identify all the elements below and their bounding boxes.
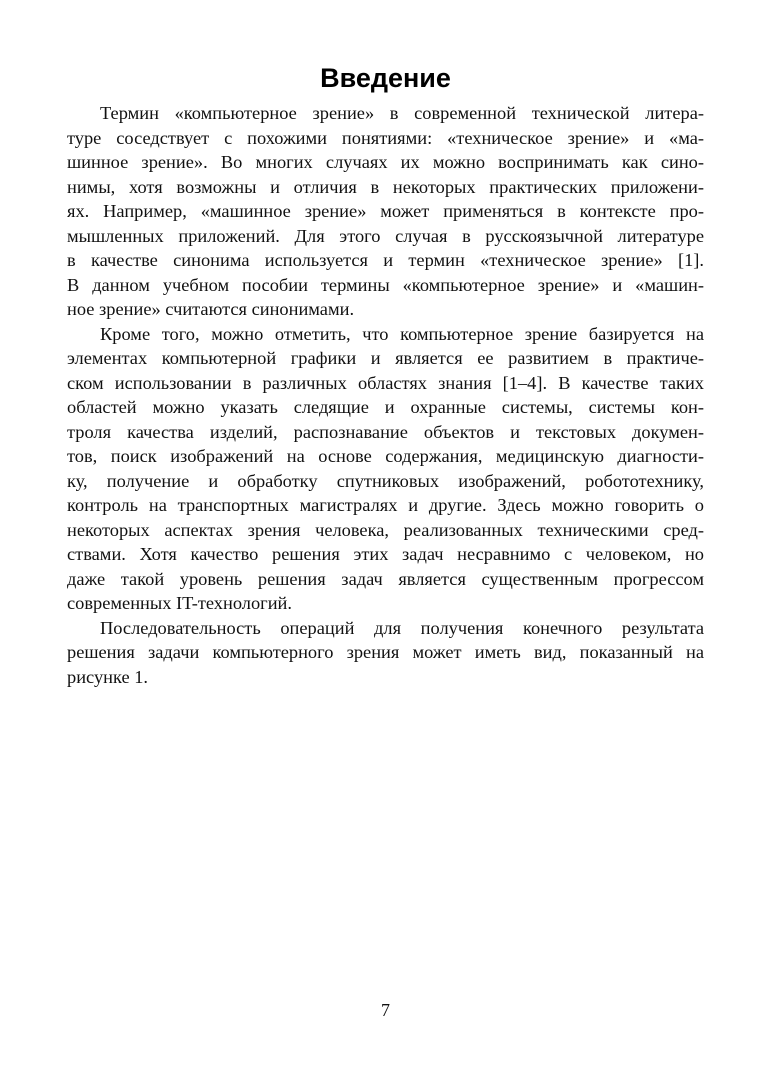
text-line: троля качества изделий, распознавание объектов и текстовых докумен- — [67, 421, 704, 442]
text-line: ствами. Хотя качество решения этих задач несравнимо с человеком, но — [67, 544, 704, 564]
text-line: Последовательность операций для получения конечного результата — [100, 617, 704, 638]
text-line: областей можно указать следящие и охранные системы, системы кон- — [67, 397, 704, 417]
text-line: Кроме того, можно отметить, что компьютерное зрение базируется на — [100, 323, 704, 344]
text-line: ях. Например, «машинное зрение» может применяться в контексте про- — [67, 201, 704, 221]
text-line: туре соседствует с похожими понятиями: «техническое зрение» и «ма- — [67, 127, 704, 148]
text-line: современных IT-технологий. — [67, 593, 292, 613]
text-line: шинное зрение». Во многих случаях их можно воспринимать как сино- — [67, 152, 704, 172]
text-line: ском использовании в различных областях знания [1–4]. В качестве таких — [67, 372, 704, 393]
text-line: в качестве синонима используется и термин «техническое зрение» [1]. — [67, 250, 704, 270]
text-line: тов, поиск изображений на основе содержания, медицинскую диагности- — [67, 446, 704, 466]
text-line: нимы, хотя возможны и отличия в некоторых практических приложени- — [67, 176, 704, 197]
text-line: даже такой уровень решения задач является существенным прогрессом — [67, 568, 704, 589]
text-line: элементах компьютерной графики и является ее развитием в практиче- — [67, 348, 704, 368]
text-line: мышленных приложений. Для этого случая в русскоязычной литературе — [67, 225, 704, 246]
paragraph — [67, 101, 704, 322]
text-line: некоторых аспектах зрения человека, реализованных техническими сред- — [67, 519, 704, 540]
text-line: рисунке 1. — [67, 666, 149, 687]
text-line: ное зрение» считаются синонимами. — [67, 299, 355, 319]
paragraph — [67, 616, 704, 690]
text-line: ку, получение и обработку спутниковых изображений, робототехнику, — [67, 470, 704, 491]
page-number: 7 — [381, 1000, 390, 1020]
page-title: Введение — [320, 63, 451, 93]
paragraph — [67, 322, 704, 616]
text-line: контроль на транспортных магистралях и другие. Здесь можно говорить о — [67, 495, 704, 515]
text-line: Термин «компьютерное зрение» в современной технической литера- — [100, 103, 704, 123]
text-line: В данном учебном пособии термины «компьютерное зрение» и «машин- — [67, 274, 704, 295]
text-line: решения задачи компьютерного зрения может иметь вид, показанный на — [67, 642, 704, 662]
body-text — [67, 101, 704, 689]
